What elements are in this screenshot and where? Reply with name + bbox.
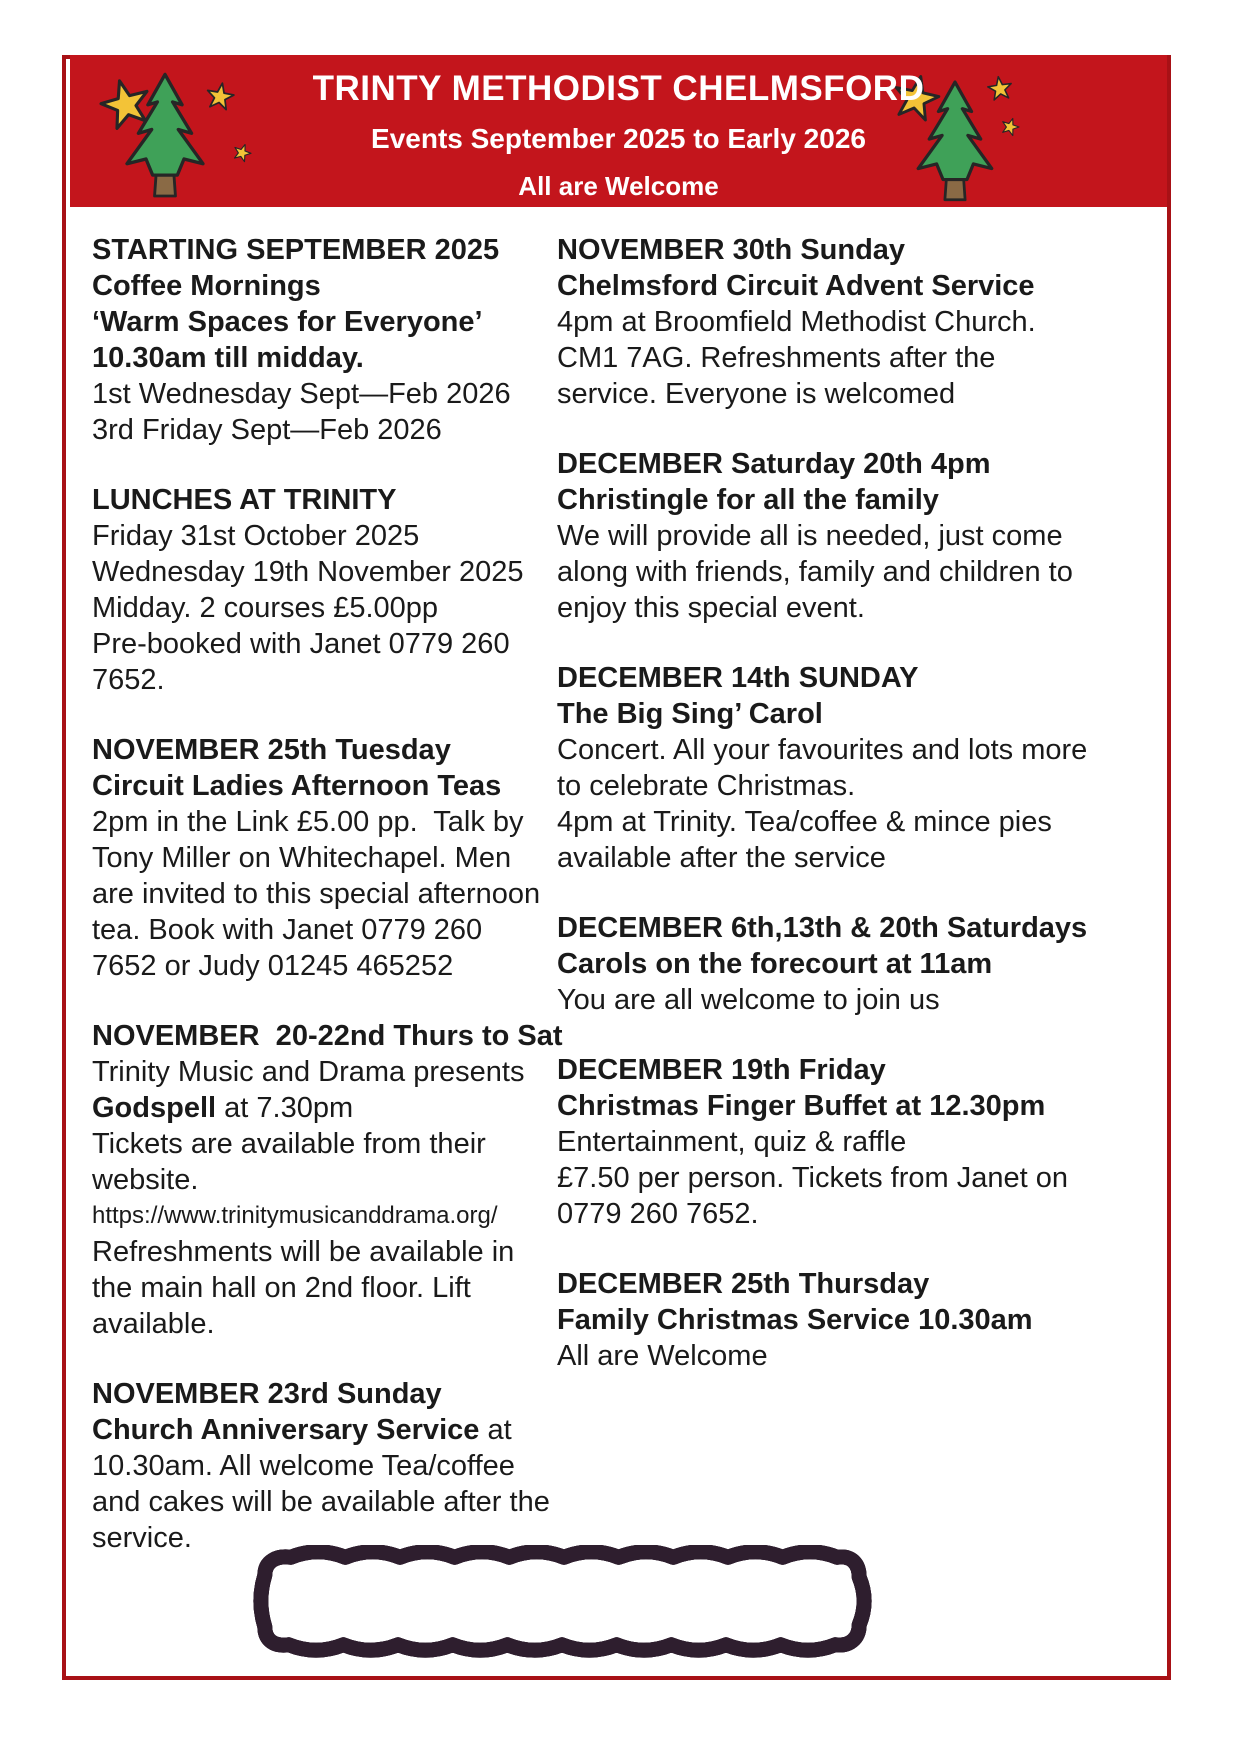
event-line: Tony Miller on Whitechapel. Men	[92, 842, 512, 874]
event-line: Christingle for all the family	[557, 484, 939, 516]
event-line: 0779 260 7652.	[557, 1198, 759, 1230]
event-line: 10.30am. All welcome Tea/coffee	[92, 1450, 515, 1482]
event-section	[557, 446, 1097, 626]
event-line: 7652 or Judy 01245 465252	[92, 950, 454, 982]
event-section	[92, 1018, 563, 1342]
event-line: Refreshments will be available in	[92, 1236, 515, 1268]
right-column	[557, 232, 1097, 1408]
event-line: 4pm at Broomfield Methodist Church.	[557, 306, 1036, 338]
event-line: The Big Sing’ Carol	[557, 698, 823, 730]
event-line: tea. Book with Janet 0779 260	[92, 914, 483, 946]
footer-badge	[237, 1545, 887, 1659]
event-line: DECEMBER 14th SUNDAY	[557, 662, 919, 694]
event-line: Concert. All your favourites and lots more	[557, 734, 1088, 766]
event-line: Coffee Mornings	[92, 270, 321, 302]
event-line: Carols on the forecourt at 11am	[557, 948, 993, 980]
event-line: NOVEMBER 23rd Sunday	[92, 1378, 442, 1410]
event-line: STARTING SEPTEMBER 2025	[92, 234, 500, 266]
event-line: You are all welcome to join us	[557, 984, 940, 1016]
event-section	[557, 1266, 1097, 1374]
event-section	[557, 910, 1097, 1018]
event-line: along with friends, family and children to	[557, 556, 1073, 588]
events-subtitle: Events September 2025 to Early 2026	[371, 123, 866, 154]
left-column	[92, 232, 563, 1590]
event-line: service.	[92, 1522, 192, 1554]
event-line: We will provide all is needed, just come	[557, 520, 1063, 552]
event-line: enjoy this special event.	[557, 592, 865, 624]
event-section	[557, 660, 1097, 876]
event-line: Godspell at 7.30pm	[92, 1092, 354, 1124]
event-line: service. Everyone is welcomed	[557, 378, 956, 410]
event-line: available.	[92, 1308, 215, 1340]
event-line: available after the service	[557, 842, 886, 874]
event-line: Trinity Music and Drama presents	[92, 1056, 525, 1088]
event-line: Church Anniversary Service at	[92, 1414, 512, 1446]
event-line: 10.30am till midday.	[92, 342, 364, 374]
event-line: LUNCHES AT TRINITY	[92, 484, 397, 516]
event-line: DECEMBER 25th Thursday	[557, 1268, 930, 1300]
event-line: Entertainment, quiz & raffle	[557, 1126, 907, 1158]
event-line: CM1 7AG. Refreshments after the	[557, 342, 996, 374]
event-line: to celebrate Christmas.	[557, 770, 856, 802]
event-line: Wednesday 19th November 2025	[92, 556, 524, 588]
event-line: the main hall on 2nd floor. Lift	[92, 1272, 471, 1304]
badge-text: You are a gift. Made with love.	[276, 1575, 848, 1618]
event-line: Midday. 2 courses £5.00pp	[92, 592, 439, 624]
event-section	[557, 1052, 1097, 1232]
event-line: £7.50 per person. Tickets from Janet on	[557, 1162, 1068, 1194]
event-line: Circuit Ladies Afternoon Teas	[92, 770, 502, 802]
event-line: Chelmsford Circuit Advent Service	[557, 270, 1035, 302]
event-section	[92, 482, 552, 698]
event-line: 3rd Friday Sept—Feb 2026	[92, 414, 442, 446]
event-line: 4pm at Trinity. Tea/coffee & mince pies	[557, 806, 1052, 838]
event-section	[92, 732, 552, 984]
event-line: NOVEMBER 20-22nd Thurs to Sat	[92, 1020, 563, 1052]
event-line: DECEMBER 19th Friday	[557, 1054, 886, 1086]
event-line: 1st Wednesday Sept—Feb 2026	[92, 378, 511, 410]
page-title: TRINTY METHODIST CHELMSFORD	[312, 69, 925, 108]
event-line: website.	[92, 1164, 199, 1196]
event-line: ‘Warm Spaces for Everyone’	[92, 306, 483, 338]
welcome-tagline: All are Welcome	[518, 171, 719, 201]
event-line: NOVEMBER 30th Sunday	[557, 234, 906, 266]
event-line: DECEMBER 6th,13th & 20th Saturdays	[557, 912, 1088, 944]
event-line: Friday 31st October 2025	[92, 520, 420, 552]
event-line: are invited to this special afternoon	[92, 878, 541, 910]
event-section	[557, 232, 1097, 412]
event-line: Family Christmas Service 10.30am	[557, 1304, 1033, 1336]
event-line: Pre-booked with Janet 0779 260	[92, 628, 510, 660]
event-line: Tickets are available from their	[92, 1128, 486, 1160]
event-line: Christmas Finger Buffet at 12.30pm	[557, 1090, 1046, 1122]
event-line: 2pm in the Link £5.00 pp. Talk by	[92, 806, 524, 838]
header-banner	[70, 55, 1167, 207]
event-line: NOVEMBER 25th Tuesday	[92, 734, 451, 766]
event-line: 7652.	[92, 664, 165, 696]
event-line: All are Welcome	[557, 1340, 768, 1372]
event-section	[92, 1376, 552, 1556]
event-section	[92, 232, 552, 448]
event-line: and cakes will be available after the	[92, 1486, 550, 1518]
website-link[interactable]: https://www.trinitymusicanddrama.org/	[92, 1202, 498, 1229]
event-line: DECEMBER Saturday 20th 4pm	[557, 448, 991, 480]
